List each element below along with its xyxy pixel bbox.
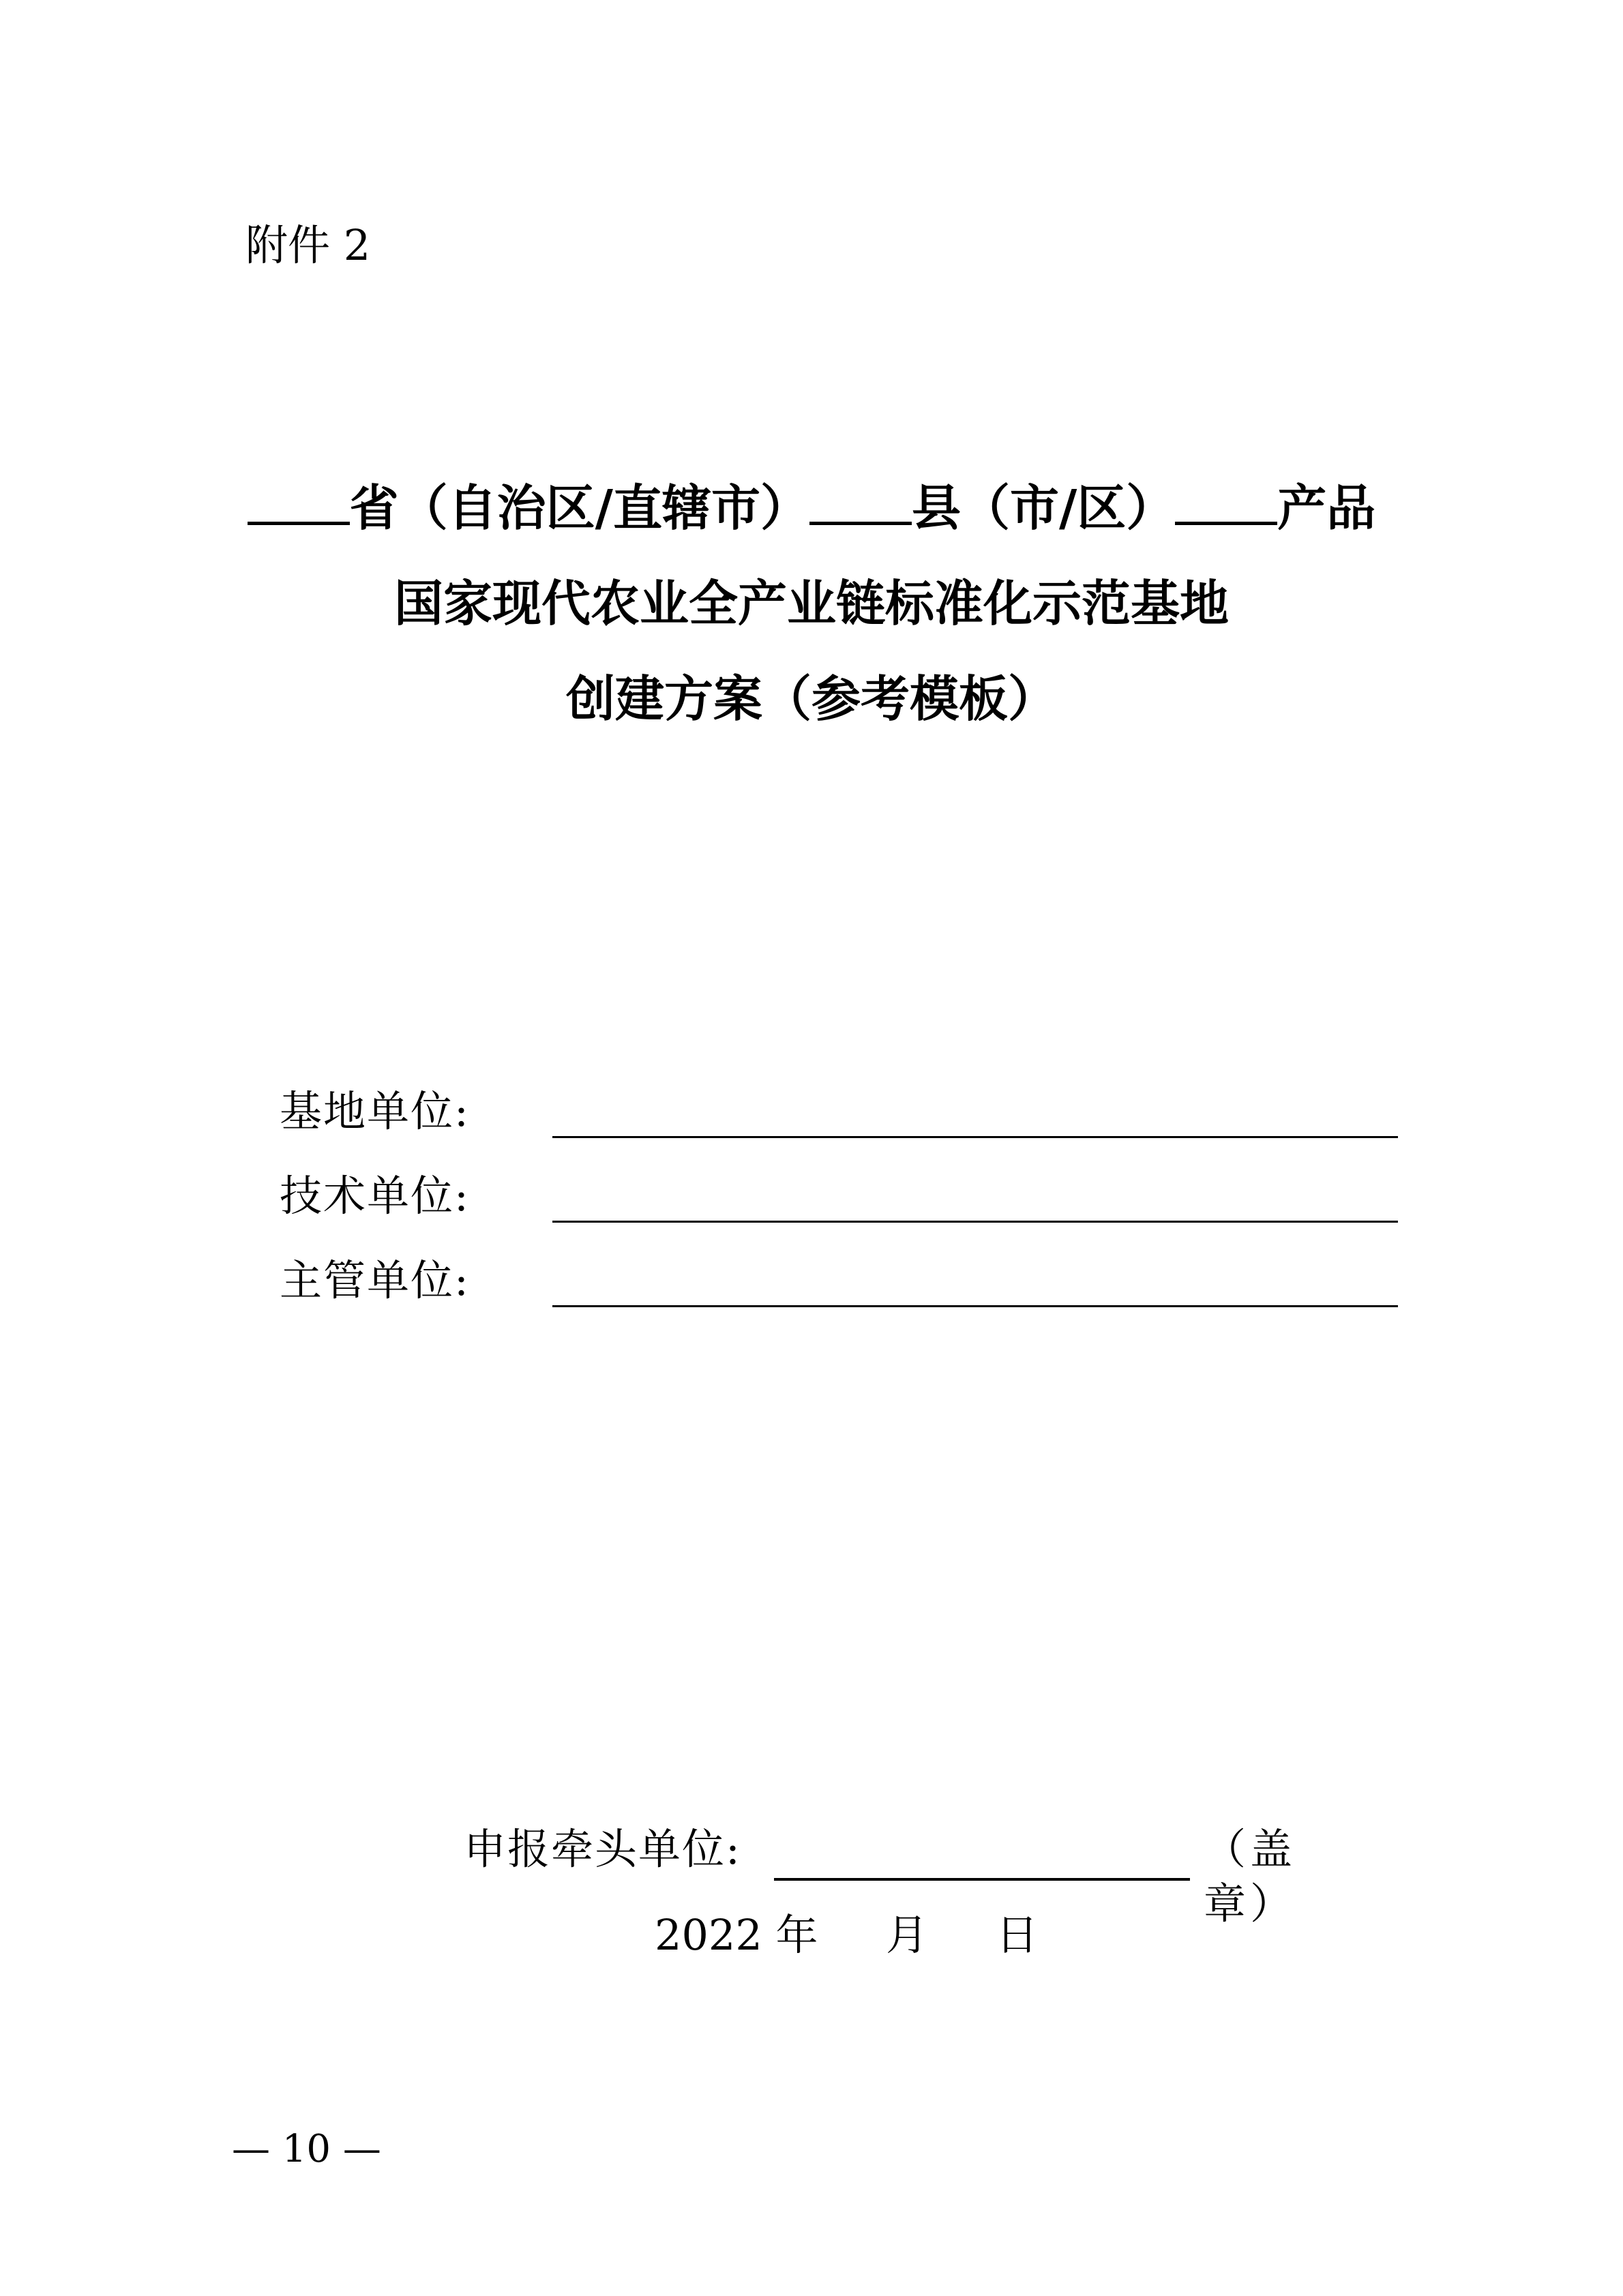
field-label-base-unit: 基地单位: [280, 1086, 470, 1136]
page-number: — 10 — [232, 2127, 381, 2171]
date-year-unit: 年 [775, 1910, 818, 1960]
province-text: 省（自治区/直辖市） [349, 479, 809, 537]
document-title-line-1 [0, 474, 1623, 542]
document-title-line-3: 创建方案（参考模板） [565, 670, 1057, 728]
date-day-unit: 日 [996, 1910, 1039, 1960]
date-month-unit: 月 [885, 1910, 928, 1960]
field-label-technical-unit: 技术单位: [280, 1171, 470, 1221]
county-blank [809, 475, 912, 525]
date-line [655, 1908, 1038, 1963]
field-line-technical-unit [552, 1221, 1398, 1223]
attachment-label: 附件 2 [245, 220, 371, 270]
county-text: 县（市/区） [911, 479, 1176, 537]
applicant-line [774, 1878, 1190, 1881]
province-blank [248, 475, 350, 525]
field-row-base-unit [280, 1071, 1398, 1139]
field-line-supervising-unit [552, 1305, 1398, 1307]
date-year: 2022 [655, 1910, 762, 1960]
field-row-technical-unit [280, 1155, 1398, 1223]
document-title-line-2: 国家现代农业全产业链标准化示范基地 [393, 575, 1229, 632]
applicant-label: 申报牵头单位: [464, 1824, 741, 1874]
applicant-row [464, 1815, 1364, 1928]
product-blank [1175, 475, 1277, 525]
field-line-base-unit [552, 1136, 1398, 1138]
product-text: 产品 [1277, 479, 1376, 537]
field-label-supervising-unit: 主管单位: [280, 1255, 470, 1305]
field-row-supervising-unit [280, 1240, 1398, 1308]
seal-note: （盖章） [1204, 1824, 1297, 1928]
